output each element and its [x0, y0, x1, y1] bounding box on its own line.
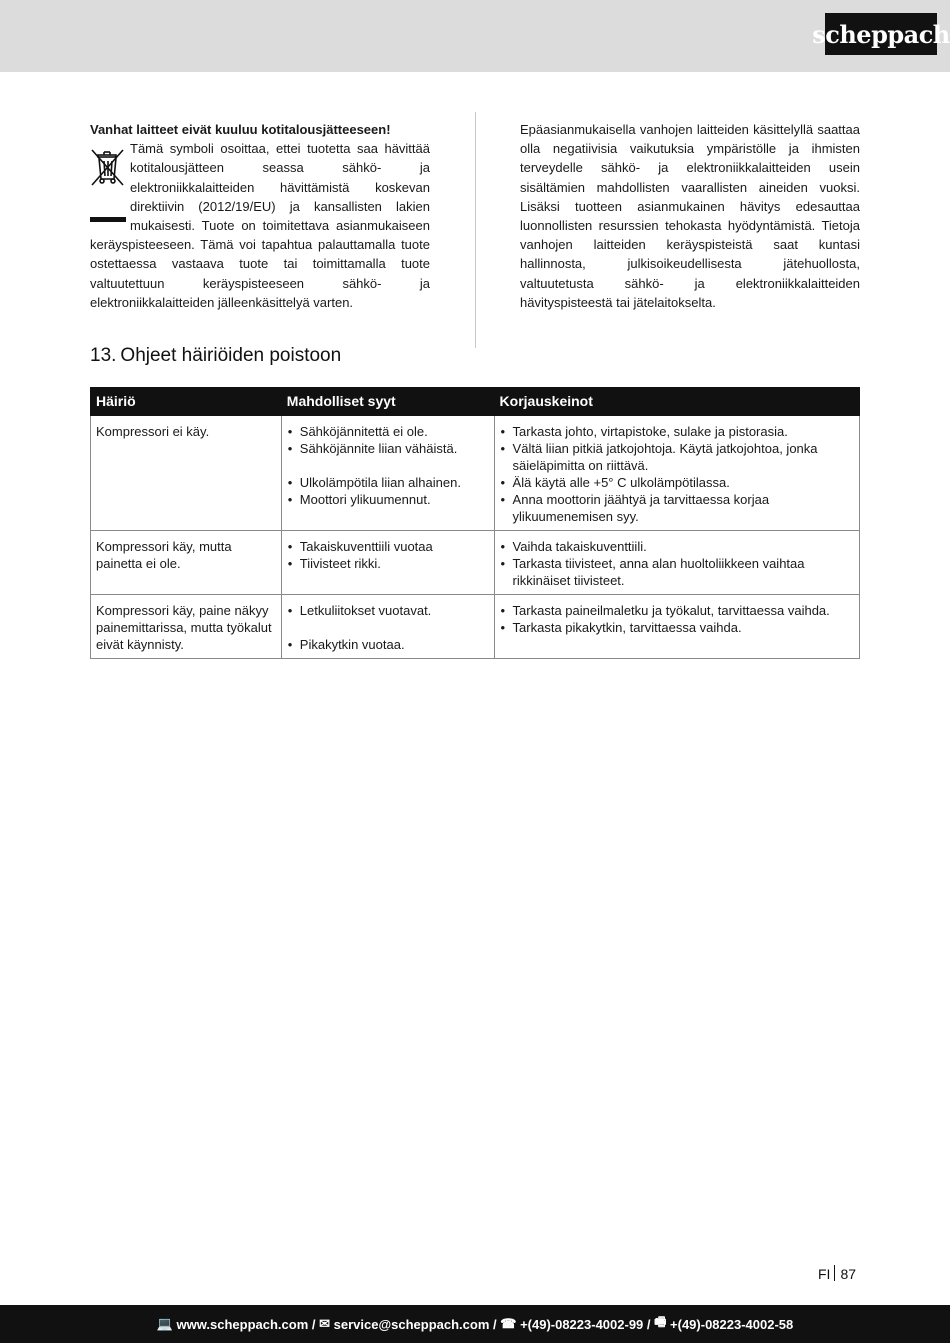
weee-bar: [90, 217, 126, 222]
disposal-title: Vanhat laitteet eivät kuuluu kotitalousjätteeseen!: [90, 122, 391, 137]
causes-cell: [281, 595, 494, 659]
remedies-cell: [494, 595, 859, 659]
disposal-paragraph-right: Epäasianmukaisella vanhojen laitteiden käsittelyllä saattaa olla negatiivisia vaikutuksia ympäristölle ja ihmisten terveydelle sähkö- ja elektroniikkalaitteiden usein sisältämien mahdollisten vaarallisten aineiden vuoksi. Lisäksi tuotteen asianmukainen hävitys edesauttaa luonnollisten resurssien tehokasta hyödyntämistä. Tietoja vanhojen laitteiden keräyspisteistä saat kuntasi hallinnosta, julkisoikeudellisesta jätehuollosta, valtuutetusta sähkö- ja elektroniikkalaitteiden hävityspisteestä tai jätelaitokselta.: [520, 122, 860, 310]
remedy-item: • Tarkasta pikakytkin, tarvittaessa vaihda.: [500, 619, 854, 636]
footer-separator: /: [643, 1316, 655, 1332]
cause-item: • Sähköjännite liian vähäistä.: [287, 440, 489, 457]
col-header-remedies: Korjauskeinot: [494, 388, 859, 416]
footer-phone: +(49)-08223-4002-99: [520, 1316, 644, 1332]
scheppach-logo: scheppach: [825, 13, 937, 55]
cause-item: • Tiivisteet rikki.: [287, 555, 489, 572]
language-code: FI: [818, 1266, 831, 1282]
table-row: [91, 416, 860, 531]
remedy-item: • Vältä liian pitkiä jatkojohtoja. Käytä jatkojohtoa, jonka säieläpimitta on riittävä.: [500, 440, 854, 474]
col-header-fault: Häiriö: [91, 388, 282, 416]
page-number-value: 87: [840, 1266, 857, 1282]
footer-fax: +(49)-08223-4002-58: [670, 1316, 794, 1332]
section-title: Ohjeet häiriöiden poistoon: [120, 345, 342, 366]
remedies-cell: [494, 531, 859, 595]
disposal-paragraph-left: Tämä symboli osoittaa, ettei tuotetta saa hävittää kotitalousjätteen seassa sähkö- ja elektroniikkalaitteiden hävittämistä koskevan direktiivin (2012/19/EU) ja kansallisten lakien mukaisesti. Tuote on toimitettava asianmukaiseen keräyspisteeseen. Tämä voi tapahtua palauttamalla tuote ostettaessa vastaava tuote tai toimittamalla tuote valtuutettuun keräyspisteeseen sähkö- ja elektroniikkalaitteiden jälleenkäsittelyä varten.: [90, 141, 430, 310]
section-number: 13.: [90, 345, 117, 366]
remedies-cell: [494, 416, 859, 531]
causes-cell: [281, 416, 494, 531]
footer-website[interactable]: www.scheppach.com: [176, 1316, 309, 1332]
remedy-item: • Anna moottorin jäähtyä ja tarvittaessa korjaa ylikuumenemisen syy.: [500, 491, 854, 525]
weee-crossed-bin-icon: [90, 139, 130, 223]
cause-item: • Ulkolämpötila liian alhainen.: [287, 474, 489, 491]
cause-item: • Pikakytkin vuotaa.: [287, 636, 489, 653]
fault-cell: Kompressori käy, mutta painetta ei ole.: [91, 531, 282, 595]
causes-cell: [281, 531, 494, 595]
disposal-left-column: [90, 120, 430, 312]
column-divider: [475, 112, 476, 348]
remedy-item: • Älä käytä alle +5° C ulkolämpötilassa.: [500, 474, 854, 491]
cause-item: • Moottori ylikuumennut.: [287, 491, 489, 508]
fault-cell: Kompressori ei käy.: [91, 416, 282, 531]
footer-separator: /: [489, 1316, 501, 1332]
footer-email[interactable]: service@scheppach.com: [333, 1316, 490, 1332]
remedy-item: • Tarkasta paineilmaletku ja työkalut, tarvittaessa vaihda.: [500, 602, 854, 619]
footer-separator: /: [308, 1316, 320, 1332]
disposal-right-column: [520, 120, 860, 312]
fax-icon: 🖷: [654, 1314, 671, 1329]
footer-bar: [0, 1305, 950, 1343]
troubleshooting-table: [90, 387, 860, 659]
cause-item: • Letkuliitokset vuotavat.: [287, 602, 489, 619]
cause-item: • Takaiskuventtiili vuotaa: [287, 538, 489, 555]
col-header-causes: Mahdolliset syyt: [281, 388, 494, 416]
phone-icon: ☎: [500, 1316, 521, 1331]
remedy-item: • Tarkasta johto, virtapistoke, sulake ja pistorasia.: [500, 423, 854, 440]
section-heading: [90, 345, 341, 367]
page-number: [818, 1265, 856, 1282]
table-header-row: [91, 388, 860, 416]
cause-item: • Sähköjännitettä ei ole.: [287, 423, 489, 440]
email-icon: ✉: [319, 1316, 334, 1331]
computer-icon: 💻: [156, 1316, 177, 1331]
header-band: [0, 0, 950, 72]
table-row: [91, 531, 860, 595]
fault-cell: Kompressori käy, paine näkyy painemittarissa, mutta työkalut eivät käynnisty.: [91, 595, 282, 659]
remedy-item: • Tarkasta tiivisteet, anna alan huoltoliikkeen vaihtaa rikkinäiset tiivisteet.: [500, 555, 854, 589]
page-number-separator: [834, 1265, 835, 1281]
remedy-item: • Vaihda takaiskuventtiili.: [500, 538, 854, 555]
table-row: [91, 595, 860, 659]
